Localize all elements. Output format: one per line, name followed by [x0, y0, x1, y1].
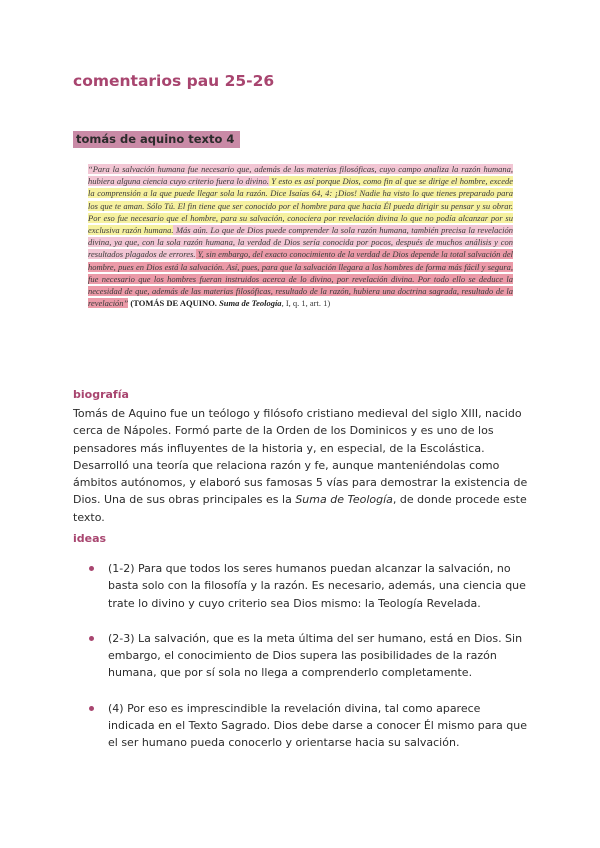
- idea-item: [88, 630, 528, 682]
- section-tag: tomás de aquino texto 4: [73, 131, 240, 148]
- biography-heading: biografía: [73, 388, 129, 401]
- idea-item: [88, 560, 528, 612]
- idea-text: (4) Por eso es imprescindible la revelación divina, tal como aparece indicada en el Texto Sagrado. Dios debe darse a conocer Él mismo para que el ser humano pueda conocerlo y orientarse hacia su salvación.: [108, 701, 528, 750]
- biography-text-start: Tomás de Aquino fue un teólogo y filósofo cristiano medieval del siglo XIII, nacido cerca de Nápoles. Formó parte de la Orden de los Dominicos y es uno de los pensadores más influyentes de la historia y, en especial, de la Escolástica. Desarrolló una teoría que relaciona razón y fe, aunque manteniéndolas como ámbitos autónomos, y elaboró sus famosas 5 vías para demostrar la existencia de Dios. Una de sus obras principales es la: [73, 407, 528, 507]
- biography-work-title: Suma de Teología: [295, 493, 393, 507]
- ideas-heading: ideas: [73, 532, 107, 545]
- quote-highlight-3: Más aún. Lo que de Dios puede comprender la sola razón humana, también precisa la revelación divina, ya que, con la sola razón humana, la verdad de Dios sería conocida por pocos, después de muchos análisis y con resultados plagados de errores.: [88, 225, 513, 260]
- bullet-dot-icon: [89, 566, 94, 571]
- quote-highlight-2: Y esto es así porque Dios, como fin al que se dirige el hombre, excede la comprensión a la que puede llegar sola la razón. Dice Isaías 64, 4: ¡Dios! Nadie ha visto lo que tienes preparado para los que te aman. Sólo Tú. El fin tiene que ser conocido por el hombre para que hacia Él pueda dirigir su pensar y su obrar. Por eso fue necesario que el hombre, para su salvación, conociera por revelación divina lo que no podía alcanzar por su exclusiva razón humana.: [88, 176, 513, 236]
- biography-text: [73, 405, 528, 526]
- quote-citation-ref: , I, q. 1, art. 1): [281, 298, 331, 309]
- quote-citation-author: (TOMÁS DE AQUINO.: [128, 298, 217, 309]
- quote-citation-work: Suma de Teología: [216, 298, 282, 309]
- document-title: comentarios pau 25-26: [73, 72, 275, 90]
- idea-text: (1-2) Para que todos los seres humanos puedan alcanzar la salvación, no basta solo con la filosofía y la razón. Es necesario, además, una ciencia que trate lo divino y cuyo criterio sea Dios mismo: la Teología Revelada.: [108, 562, 526, 610]
- idea-item: [88, 700, 528, 752]
- ideas-list: [88, 560, 528, 770]
- biography-text-end: , de donde procede este texto.: [73, 493, 527, 524]
- bullet-dot-icon: [89, 706, 94, 711]
- quote-highlight-1: “Para la salvación humana fue necesario que, además de las materias filosóficas, cuyo campo analiza la razón humana, hubiera alguna ciencia cuyo criterio fuera lo divino.: [88, 164, 513, 187]
- idea-text: (2-3) La salvación, que es la meta última del ser humano, está en Dios. Sin embargo, el conocimiento de Dios supera las posibilidades de la razón humana, que por sí sola no llega a comprenderlo completamente.: [108, 631, 523, 680]
- scanned-quote: [88, 163, 513, 309]
- quote-highlight-4: Y, sin embargo, del exacto conocimiento de la verdad de Dios depende la total salvación del hombre, pues en Dios está la salvación. Así, pues, para que la salvación llegara a los hombres de forma más fácil y segura, fue necesario que los hombres fueran instruidos acerca de lo divino, por revelación divina. Por todo ello se deduce la necesidad de que, además de las materias filosóficas, resultado de la razón, hubiera una doctrina sagrada, resultado de la revelación”: [88, 249, 513, 309]
- bullet-dot-icon: [89, 636, 94, 641]
